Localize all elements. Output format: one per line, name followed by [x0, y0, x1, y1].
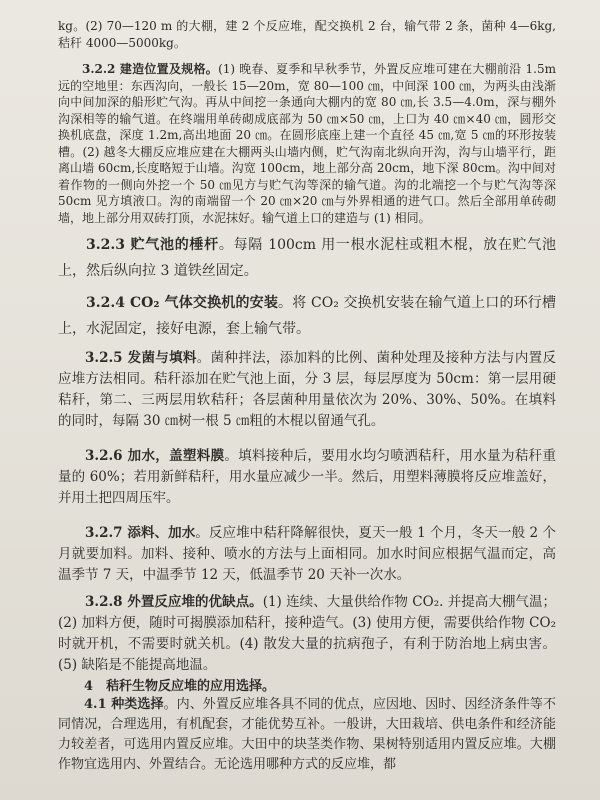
section-3-2-5 [58, 348, 556, 432]
section-3-2-7-heading: 3.2.7 添料、加水 [85, 525, 196, 541]
section-4-1-heading: 4.1 种类选择 [84, 697, 164, 712]
section-3-2-6 [58, 446, 556, 509]
section-3-2-4 [58, 290, 556, 342]
paragraph-intro-text: kg。(2) 70—120 m 的大棚，建 2 个反应堆，配交换机 2 台，输气带 2 条，菌种 4—6kg,秸秆 4000—5000kg。 [58, 19, 556, 50]
section-3-2-3 [58, 232, 556, 284]
section-3-2-3-heading: 3.2.3 贮气池的棰杆 [86, 237, 219, 253]
section-4-heading-text: 4 秸秆生物反应堆的应用选择。 [84, 679, 276, 694]
section-3-2-7-text: 。反应堆中秸秆降解很快，夏天一般 1 个月，冬天一般 2 个月就要加料。加料、接种、喷水的方法与上面相同。加水时间应根据气温而定，高温季节 7 天，中温季节 12 天，低温季节 20 天补一次水。 [58, 525, 557, 583]
section-3-2-8-heading: 3.2.8 外置反应堆的优缺点。 [85, 594, 263, 610]
section-3-2-4-heading: 3.2.4 CO₂ 气体交换机的安装 [86, 295, 279, 311]
section-3-2-5-text: 。菌种拌法，添加料的比例、菌种处理及接种方法与内置反应堆方法相同。秸秆添加在贮气池上面，分 3 层，每层厚度为 50cm：第一层用硬秸秆，第二、三两层用软秸秆；各层菌种用量依次为 20%、30%、50%。在填料的同时，每隔 30 ㎝树一根 5 ㎝粗的木棍以留通气孔。 [58, 350, 557, 429]
section-3-2-8 [58, 592, 556, 676]
section-3-2-5-heading: 3.2.5 发菌与填料 [85, 350, 197, 366]
document-body [58, 18, 556, 775]
section-3-2-6-heading: 3.2.6 加水，盖塑料膜 [85, 448, 225, 464]
section-3-2-6-text: 。填料接种后，要用水均匀喷洒秸秆，用水量为秸秆重量的 60%；若用新鲜秸秆，用水量应减少一半。然后，用塑料薄膜将反应堆盖好，并用土把四周压牢。 [58, 448, 557, 506]
section-4-1 [58, 695, 556, 775]
section-3-2-7 [58, 523, 556, 586]
section-3-2-2-text: (1) 晚春、夏季和早秋季节，外置反应堆可建在大棚前沿 1.5m 远的空地里：东西沟向，一般长 15—20m，宽 80—100 ㎝，中间深 100 ㎝，为两头由浅渐向中间加深的船形贮气沟。再从中间挖一条通向大棚内的宽 80 ㎝,长 3.5—4.0m，深与棚外沟深相等的输气道。在终端用单砖砌成底部为 50 ㎝×50 ㎝，上口为 40 ㎝×40 ㎝，圆形交换机底盘，深度 1.2m,高出地面 20 ㎝。在圆形底座上建一个直径 45 ㎝,宽 5 ㎝的环形按装槽。(2) 越冬大棚反应堆应建在大棚两头山墙内侧，贮气沟南北纵向开沟，沟与山墙平行，距离山墙 60cm,长度略短于山墙。沟宽 100cm，地上部分高 20cm，地下深 80cm。沟中间对着作物的一侧向外挖一个 50 ㎝见方与贮气沟等深的输气道。沟的北端挖一个与贮气沟等深 50cm 见方填液口。沟的南端留一个 20 ㎝×20 ㎝与外界相通的进气口。然后全部用单砖砌墙，地上部分用双砖打顶，水泥抹好。输气道上口的建造与 (1) 相同。 [58, 62, 557, 225]
paragraph-intro [58, 18, 556, 51]
section-3-2-4-text: 。将 CO₂ 交换机安装在输气道上口的环行槽上，水泥固定，接好电源，套上输气带。 [58, 295, 556, 337]
section-3-2-2-heading: 3.2.2 建造位置及规格。 [82, 62, 219, 76]
section-3-2-8-text: (1) 连续、大量供给作物 CO₂. 并提高大棚气温；(2) 加料方便，随时可揭膜添加秸秆，接种造气。(3) 使用方便，需要供给作物 CO₂ 时就开机，不需要时就关机。(4) 散发大量的抗病孢子，有利于防治地上病虫害。(5) 缺陷是不能提高地温。 [58, 594, 556, 673]
section-3-2-2 [58, 61, 556, 226]
section-3-2-3-text: 。每隔 100cm 用一根水泥柱或粗木棍，放在贮气池上，然后纵向拉 3 道铁丝固定。 [58, 237, 556, 279]
section-4-heading [58, 678, 556, 695]
section-4-1-text: 。内、外置反应堆各具不同的优点，应因地、因时、因经济条件等不同情况，合理选用，有机配套，才能优势互补。一般讲，大田栽培、供电条件和经济能力较差者，可选用内置反应堆。大田中的块茎类作物、果树特别适用内置反应堆。大棚作物宜选用内、外置结合。无论选用哪种方式的反应堆，都 [58, 697, 556, 772]
